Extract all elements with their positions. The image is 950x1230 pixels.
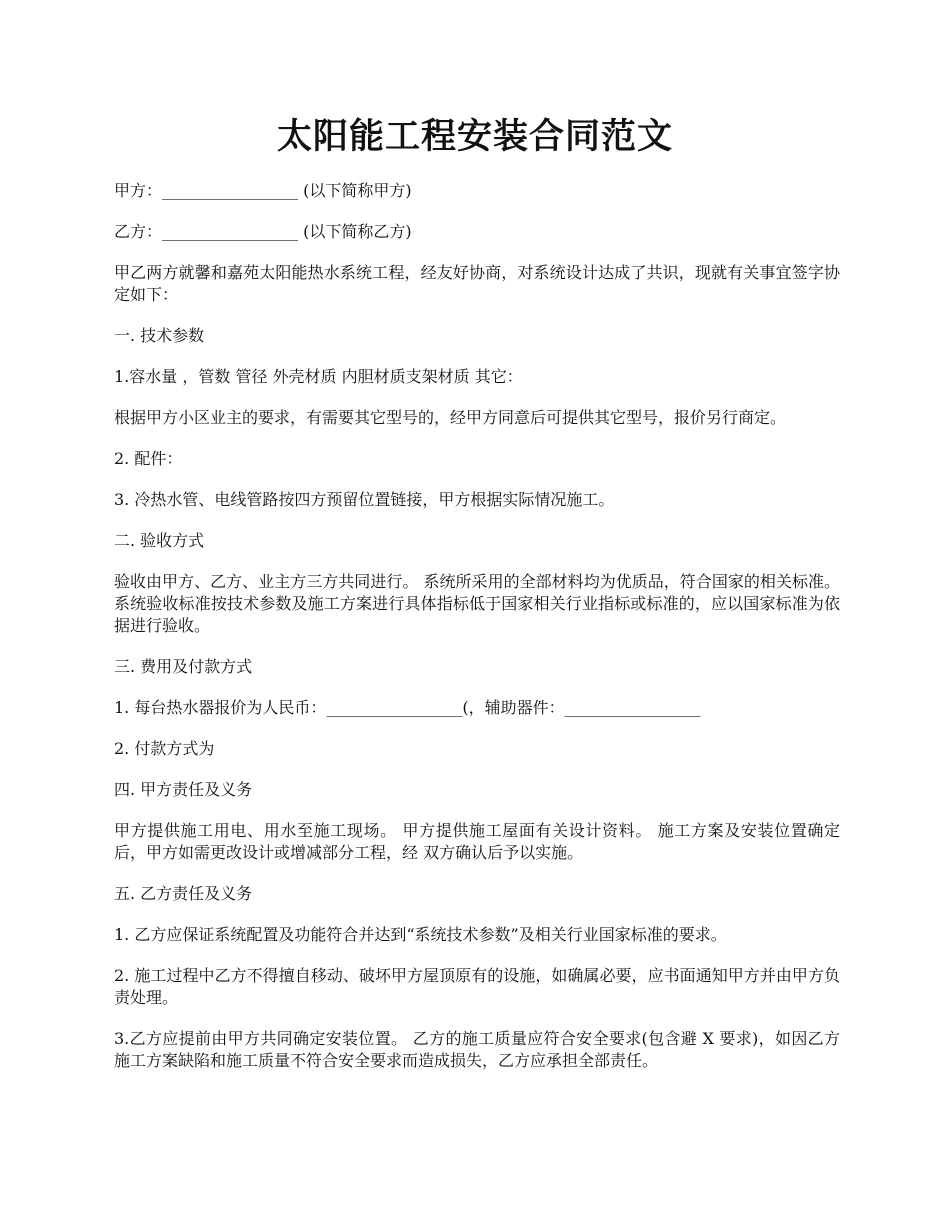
intro-paragraph: 甲乙两方就馨和嘉苑太阳能热水系统工程，经友好协商，对系统设计达成了共识，现就有关事宜签字协定如下： <box>114 263 840 304</box>
section-heading-party-b-duties: 五. 乙方责任及义务 <box>114 884 253 903</box>
clause-payment-method: 2. 付款方式为 <box>114 739 215 758</box>
clause-other-models: 根据甲方小区业主的要求，有需要其它型号的，经甲方同意后可提供其它型号，报价另行商定。 <box>114 408 787 427</box>
party-a-line: 甲方：_________________ (以下简称甲方) <box>114 181 412 200</box>
document-body <box>114 180 840 1091</box>
clause-accessories: 2. 配件： <box>114 449 183 468</box>
section-heading-party-a-duties: 四. 甲方责任及义务 <box>114 780 253 799</box>
clause-party-b-3: 3.乙方应提前由甲方共同确定安装位置。 乙方的施工质量应符合安全要求(包含避 X 要求)，如因乙方施工方案缺陷和施工质量不符合安全要求而造成损失，乙方应承担全部责任。 <box>114 1029 840 1070</box>
party-b-line: 乙方：_________________ (以下简称乙方) <box>114 222 412 241</box>
clause-price: 1. 每台热水器报价为人民币：_________________(，辅助器件：_________________ <box>114 698 701 717</box>
clause-acceptance: 验收由甲方、乙方、业主方三方共同进行。 系统所采用的全部材料均为优质品，符合国家的相关标准。 系统验收标准按技术参数及施工方案进行具体指标低于国家相关行业指标或标准的，应以国家标准为依据进行验收。 <box>114 572 840 635</box>
document-title: 太阳能工程安装合同范文 <box>276 116 673 157</box>
clause-party-b-1: 1. 乙方应保证系统配置及功能符合并达到“系统技术参数”及相关行业国家标准的要求。 <box>114 925 727 944</box>
clause-party-a-duties: 甲方提供施工用电、用水至施工现场。 甲方提供施工屋面有关设计资料。 施工方案及安装位置确定后，甲方如需更改设计或增减部分工程，经 双方确认后予以实施。 <box>114 821 840 862</box>
section-heading-acceptance: 二. 验收方式 <box>114 531 205 550</box>
clause-pipes: 3. 冷热水管、电线管路按四方预留位置链接，甲方根据实际情况施工。 <box>114 490 615 509</box>
clause-party-b-2: 2. 施工过程中乙方不得擅自移动、破坏甲方屋顶原有的设施，如确属必要，应书面通知甲方并由甲方负责处理。 <box>114 966 840 1007</box>
section-heading-technical: 一. 技术参数 <box>114 326 205 345</box>
clause-capacity: 1.容水量 ，管数 管径 外壳材质 内胆材质支架材质 其它： <box>114 367 523 386</box>
section-heading-payment: 三. 费用及付款方式 <box>114 657 253 676</box>
